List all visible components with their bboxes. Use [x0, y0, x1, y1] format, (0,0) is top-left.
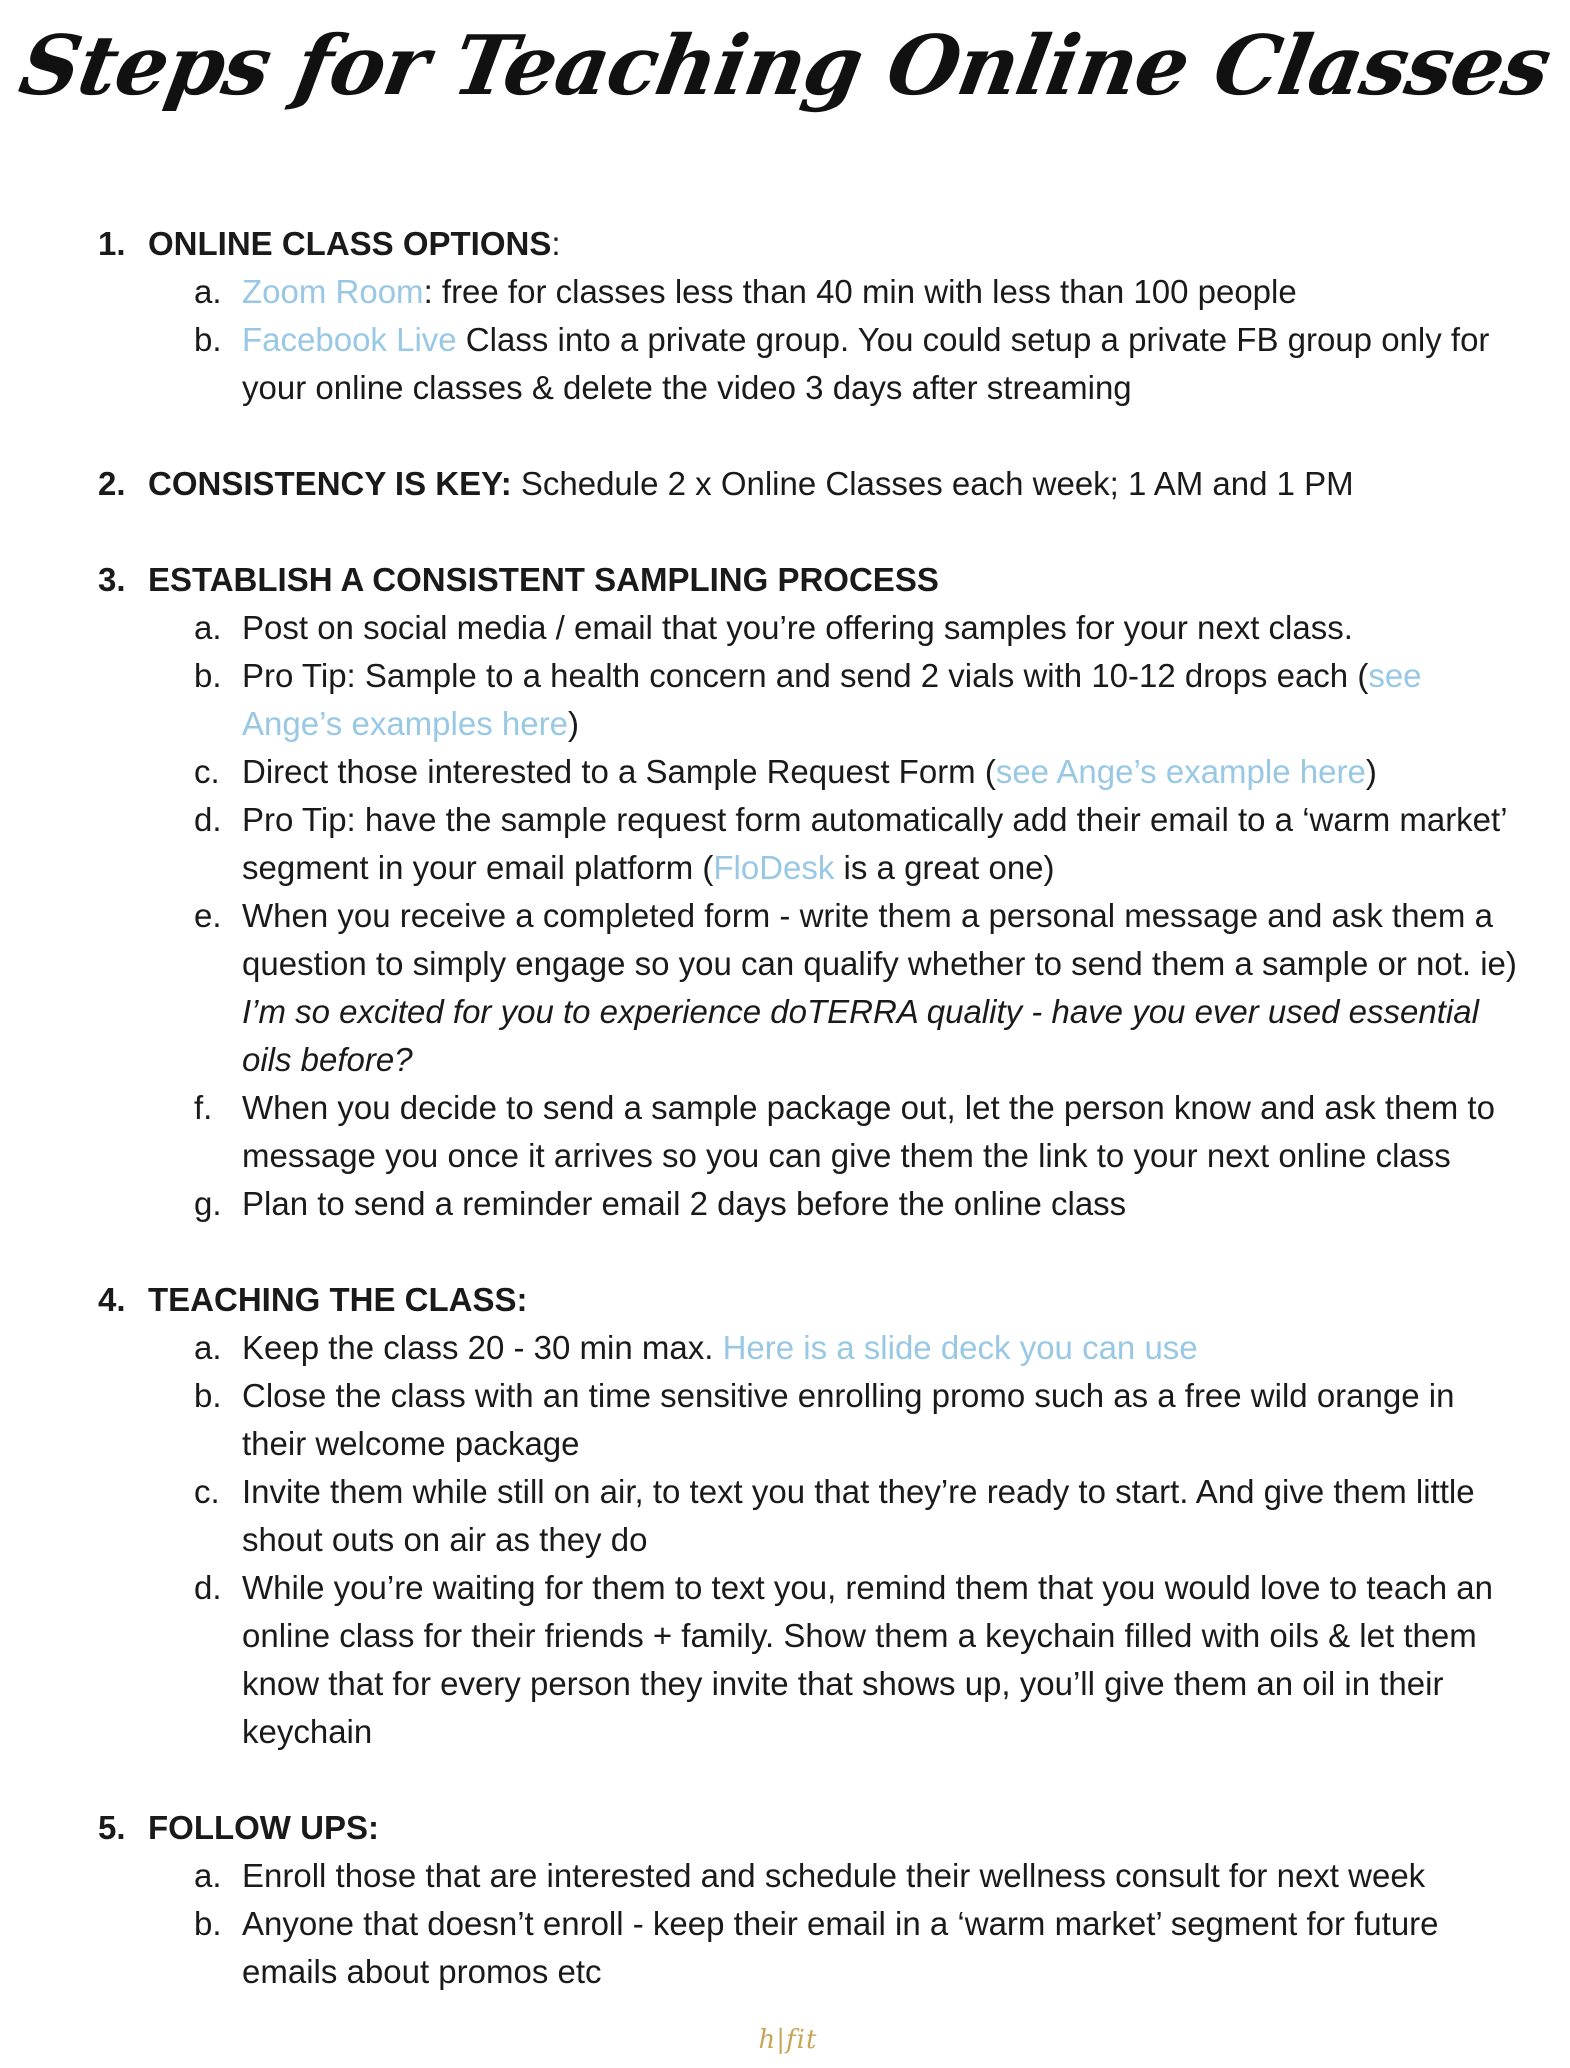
- list-item: [98, 1084, 1518, 1180]
- item-letter: a.: [194, 1329, 222, 1366]
- item-text: : free for classes less than 40 min with less than 100 people: [423, 273, 1297, 310]
- item-italic-text: I’m so excited for you to experience doTERRA quality - have you ever used essential oils before?: [242, 993, 1479, 1078]
- item-text: Anyone that doesn’t enroll - keep their email in a ‘warm market’ segment for future emails about promos etc: [242, 1905, 1439, 1990]
- item-letter: a.: [194, 273, 222, 310]
- section-heading: ESTABLISH A CONSISTENT SAMPLING PROCESS: [148, 561, 939, 598]
- item-text: ): [567, 705, 579, 742]
- list-item: [98, 316, 1518, 412]
- section-heading-suffix: :: [551, 225, 561, 262]
- item-text: ): [1365, 753, 1377, 790]
- zoom-room-link[interactable]: Zoom Room: [242, 273, 424, 310]
- list-item: [98, 1180, 1518, 1228]
- section-heading: ONLINE CLASS OPTIONS: [148, 225, 552, 262]
- item-letter: f.: [194, 1089, 213, 1126]
- item-letter: c.: [194, 1473, 220, 1510]
- section-number: 2.: [98, 465, 126, 502]
- list-item: [98, 1564, 1518, 1756]
- item-text: Pro Tip: have the sample request form automatically add their email to a ‘warm market’ segment in your email platform (: [242, 801, 1507, 886]
- item-letter: b.: [194, 321, 222, 358]
- item-letter: e.: [194, 897, 222, 934]
- item-text: is a great one): [834, 849, 1055, 886]
- item-text: Class into a private group. You could setup a private FB group only for your online classes & delete the video 3 days after streaming: [242, 321, 1490, 406]
- item-text: Direct those interested to a Sample Request Form (: [242, 753, 996, 790]
- section-number: 4.: [98, 1281, 126, 1318]
- ange-example-form-link[interactable]: see Ange’s example here: [995, 753, 1366, 790]
- list-item: [98, 892, 1518, 1084]
- list-item: [98, 748, 1518, 796]
- section-heading-suffix: Schedule 2 x Online Classes each week; 1 AM and 1 PM: [511, 465, 1354, 502]
- section-heading: CONSISTENCY IS KEY:: [148, 465, 512, 502]
- facebook-live-link[interactable]: Facebook Live: [242, 321, 457, 358]
- section-number: 5.: [98, 1809, 126, 1846]
- item-letter: a.: [194, 609, 222, 646]
- item-text: When you decide to send a sample package out, let the person know and ask them to message you once it arrives so you can give them the link to your next online class: [242, 1089, 1495, 1174]
- brand-logo: h|fit: [758, 2025, 818, 2055]
- list-item: [98, 796, 1518, 892]
- item-text: Pro Tip: Sample to a health concern and send 2 vials with 10-12 drops each (: [242, 657, 1369, 694]
- list-item: [98, 1900, 1518, 1996]
- item-letter: d.: [194, 1569, 222, 1606]
- flodesk-link[interactable]: FloDesk: [713, 849, 835, 886]
- item-letter: a.: [194, 1857, 222, 1894]
- section-number: 1.: [98, 225, 126, 262]
- section-heading: TEACHING THE CLASS:: [148, 1281, 528, 1318]
- item-letter: g.: [194, 1185, 222, 1222]
- list-item: [98, 652, 1518, 748]
- list-item: [98, 1468, 1518, 1564]
- list-item: [98, 268, 1518, 316]
- page-title: Steps for Teaching Online Classes: [13, 18, 1557, 114]
- slide-deck-link[interactable]: Here is a slide deck you can use: [722, 1329, 1198, 1366]
- section-sampling-process: [98, 556, 1518, 1228]
- item-letter: d.: [194, 801, 222, 838]
- section-number: 3.: [98, 561, 126, 598]
- item-text: When you receive a completed form - write them a personal message and ask them a question to simply engage so you can qualify whether to send them a sample or not. ie): [242, 897, 1517, 982]
- list-item: [98, 1324, 1518, 1372]
- section-teaching-the-class: [98, 1276, 1518, 1756]
- item-text: Keep the class 20 - 30 min max.: [242, 1329, 723, 1366]
- item-text: While you’re waiting for them to text you, remind them that you would love to teach an online class for their friends + family. Show them a keychain filled with oils & let them know that for every person they invite that shows up, you’ll give them an oil in their keychain: [242, 1569, 1493, 1750]
- ange-examples-link[interactable]: see Ange’s examples here: [242, 657, 1422, 742]
- list-item: [98, 1852, 1518, 1900]
- item-text: Close the class with an time sensitive enrolling promo such as a free wild orange in their welcome package: [242, 1377, 1455, 1462]
- document-body: [98, 220, 1518, 1996]
- item-letter: c.: [194, 753, 220, 790]
- section-consistency: [98, 460, 1518, 508]
- section-heading: FOLLOW UPS:: [148, 1809, 379, 1846]
- list-item: [98, 604, 1518, 652]
- list-item: [98, 1372, 1518, 1468]
- item-text: Invite them while still on air, to text you that they’re ready to start. And give them little shout outs on air as they do: [242, 1473, 1475, 1558]
- item-letter: b.: [194, 1905, 222, 1942]
- item-text: Enroll those that are interested and schedule their wellness consult for next week: [242, 1857, 1426, 1894]
- section-follow-ups: [98, 1804, 1518, 1996]
- item-letter: b.: [194, 1377, 222, 1414]
- section-online-class-options: [98, 220, 1518, 412]
- item-letter: b.: [194, 657, 222, 694]
- item-text: Plan to send a reminder email 2 days before the online class: [242, 1185, 1127, 1222]
- item-text: Post on social media / email that you’re offering samples for your next class.: [242, 609, 1353, 646]
